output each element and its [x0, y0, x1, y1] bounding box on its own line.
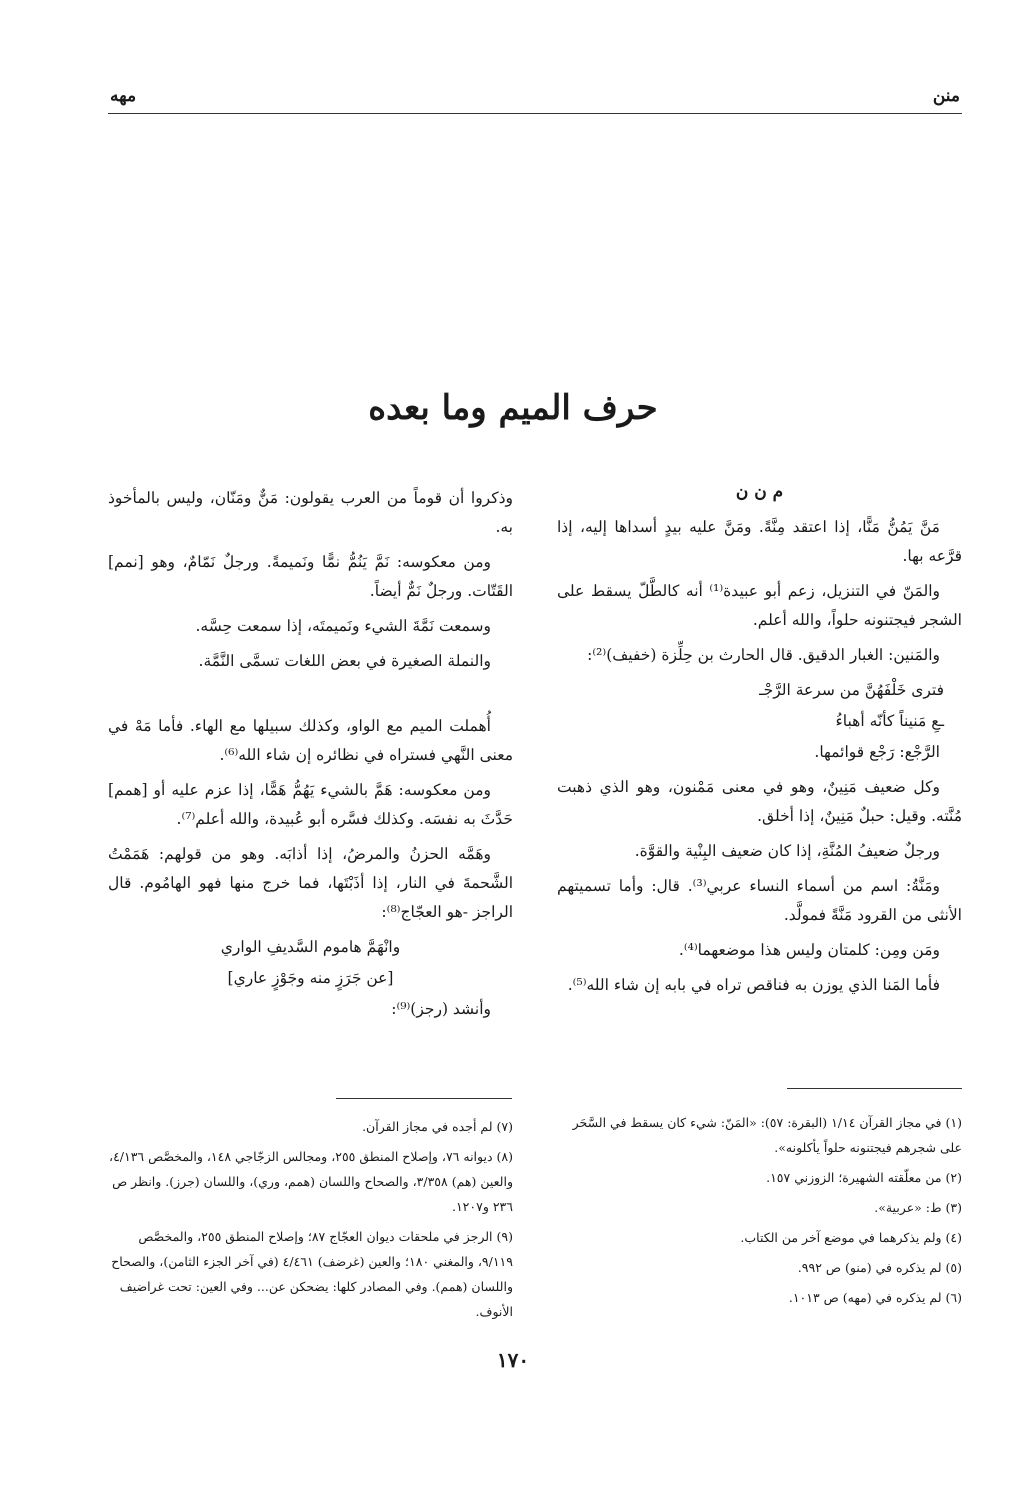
paragraph: فأما المَنا الذي يوزن به فناقص تراه في بابه إن شاء الله⁽⁵⁾. — [567, 976, 940, 994]
running-head-right: منن — [932, 86, 960, 106]
footnote: (٧) لم أجده في مجاز القرآن. — [362, 1119, 513, 1134]
footnote: (٨) ديوانه ٧٦، وإصلاح المنطق ٢٥٥، ومجالس الزجّاجي ١٤٨، والمخصَّص ٤/١٣٦، والعين (هم) ٣/٣٥٨، والصحاح واللسان (همم، وري)، واللسان (جرز). وانظر ص ٢٣٦ و١٢٠٧. — [109, 1149, 513, 1214]
verse-hemistich: ـعِ مَنيناً كأنّه أهباءُ — [835, 712, 944, 730]
footnote: (٢) من معلّقته الشهيرة؛ الزوزني ١٥٧. — [766, 1170, 962, 1185]
paragraph: وهَمَّه الحزنُ والمرضُ، إذا أذابَه. وهو من قولهم: هَمَمْتُ الشَّحمةَ في النار، إذا أذَبْتَها، فما خرج منها فهو الهامُوم. قال الراجز -هو العجّاج⁽⁸⁾: — [108, 845, 513, 921]
paragraph: ومن معكوسه: نَمَّ يَنُمُّ نمًّا ونَميمةً. ورجلٌ نَمّامٌ، وهو [نمم] القَتّات. ورجلٌ نَمٌّ أيضاً. — [108, 553, 513, 600]
chapter-title: حرف الميم وما بعده — [368, 388, 658, 428]
paragraph: الرَّجْع: رَجْع قوائمها. — [814, 743, 940, 761]
verse-line — [126, 964, 495, 993]
paragraph: ومَن ومِن: كلمتان وليس هذا موضعهما⁽⁴⁾. — [678, 941, 940, 959]
verse-line — [126, 933, 495, 962]
paragraph: ورجلٌ ضعيفُ المُنَّةِ، إذا كان ضعيف البِنْية والقوَّة. — [634, 842, 940, 860]
footnote: (٣) ط: «عربية». — [874, 1200, 962, 1215]
verse-hemistich: وانْهَمَّ هاموم السَّديفِ الواري — [220, 938, 401, 956]
paragraph: وأنشد (رجز)⁽⁹⁾: — [391, 1000, 491, 1018]
verse-hemistich: فترى خَلْفَهُنَّ من سرعة الرَّجْـ — [759, 681, 944, 699]
footnote: (٩) الرجز في ملحقات ديوان العجّاج ٨٧؛ وإصلاح المنطق ٢٥٥، والمخصَّص ٩/١١٩، والمغني ١٨٠؛ والعين (غرضف) ٤/٤٦١ (في آخر الجزء الثامن)، والصحاح واللسان (همم). وفي المصادر كلها: يضحكن عن... وفي العين: تحت غراضيف الأنوف. — [111, 1229, 513, 1319]
paragraph: أُهملت الميم مع الواو، وكذلك سبيلها مع الهاء. فأما مَهْ في معنى النَّهي فستراه في نظائره إن شاء الله⁽⁶⁾. — [108, 717, 513, 764]
header-rule — [108, 113, 962, 114]
paragraph: مَنَّ يَمُنُّ مَنًّا، إذا اعتقد مِنَّةً. ومَنَّ عليه بيدٍ أسداها إليه، إذا قرَّعه بها. — [557, 518, 962, 565]
left-column — [108, 484, 513, 1030]
section-gap — [108, 682, 513, 712]
paragraph: وكل ضعيف مَنِينٌ، وهو في معنى مَمْنون، وهو الذي ذهبت مُنَّته. وقيل: حبلٌ مَنِينٌ، إذا أخلق. — [557, 778, 962, 825]
right-column — [557, 478, 962, 1006]
paragraph: ومَنَّةُ: اسم من أسماء النساء عربي⁽³⁾. قال: وأما تسميتهم الأنثى من القرود مَنَّةً فمولَّد. — [557, 877, 962, 924]
footnote-rule — [336, 1098, 512, 1099]
page-number: ١٧٠ — [496, 1348, 530, 1372]
footnote: (٦) لم يذكره في (مهه) ص ١٠١٣. — [788, 1290, 962, 1305]
paragraph: والمَنّ في التنزيل، زعم أبو عبيدة⁽¹⁾ أنه كالطَّلّ يسقط على الشجر فيجتنونه حلواً، والله أعلم. — [557, 582, 962, 629]
footnote-rule — [787, 1088, 962, 1089]
paragraph: وذكروا أن قوماً من العرب يقولون: مَنٌّ ومَنّان، وليس بالمأخوذ به. — [108, 489, 513, 536]
paragraph: والنملة الصغيرة في بعض اللغات تسمَّى النَّمَّة. — [198, 652, 491, 670]
footnote: (١) في مجاز القرآن ١/١٤ (البقرة: ٥٧): «المَنّ: شيء كان يسقط في السَّحَر على شجرهم فيجتنونه حلواً يأكلونه». — [572, 1115, 962, 1155]
running-head-left: مهه — [110, 86, 137, 106]
footnotes-right — [557, 1110, 962, 1315]
verse-line — [575, 707, 944, 736]
verse-hemistich: [عن جَرَزٍ منه وجَوْزٍ عاري] — [227, 969, 394, 987]
verse-line — [575, 676, 944, 705]
paragraph: وسمعت نَمَّةَ الشيء ونَميمتَه، إذا سمعت حِسَّه. — [195, 617, 491, 635]
paragraph: ومن معكوسه: هَمَّ بالشيء يَهُمُّ هَمًّا، إذا عزم عليه أو [همم] حَدَّثَ به نفسَه. وكذلك فسَّره أبو عُبيدة، والله أعلم⁽⁷⁾. — [108, 781, 513, 828]
footnote: (٥) لم يذكره في (منو) ص ٩٩٢. — [797, 1260, 962, 1275]
root-heading: م ن ن — [735, 482, 784, 502]
footnote: (٤) ولم يذكرهما في موضع آخر من الكتاب. — [740, 1230, 962, 1245]
footnotes-left — [108, 1114, 513, 1329]
paragraph: والمَنين: الغبار الدقيق. قال الحارث بن حِلِّزة (خفيف)⁽²⁾: — [587, 646, 940, 664]
